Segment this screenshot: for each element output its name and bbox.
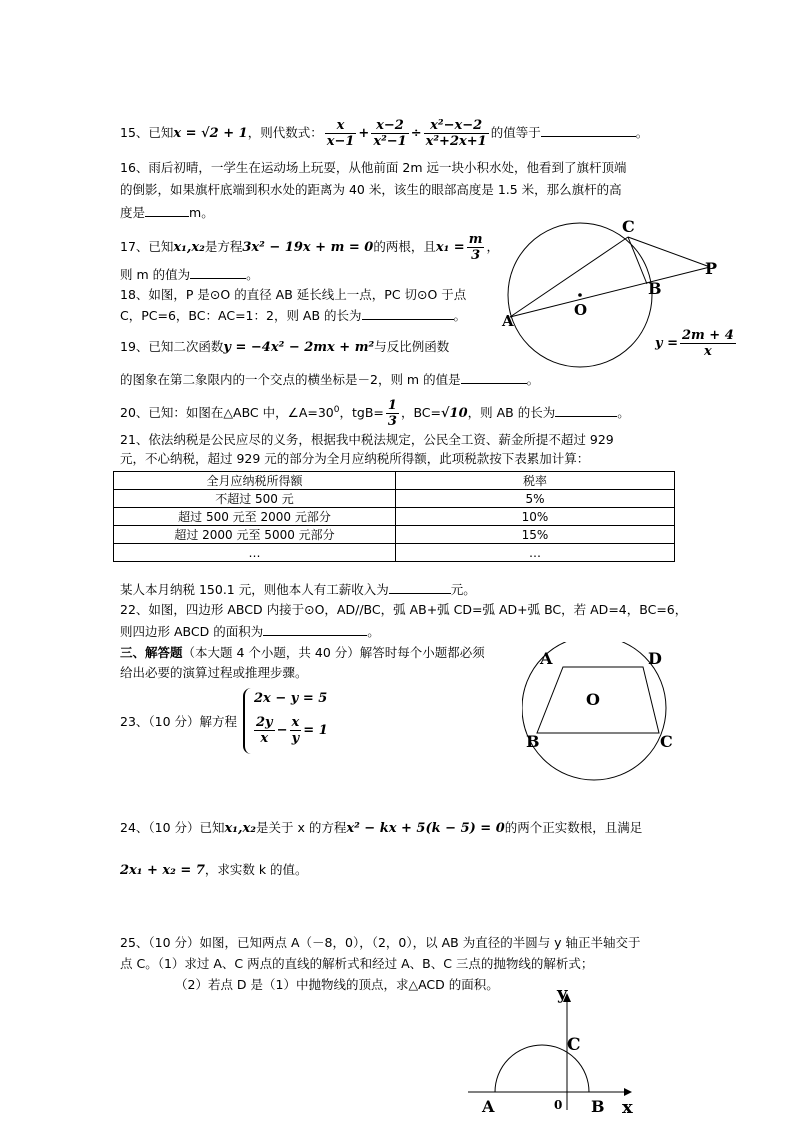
q18-answer-blank[interactable] — [362, 307, 454, 320]
q25-label-x: x — [622, 1097, 633, 1118]
q24-prefix: 24、（10 分）已知 — [120, 820, 225, 835]
q25-label-y: y — [557, 983, 568, 1004]
q17-mid2: 的两根，且 — [373, 239, 436, 254]
q24-line2 — [120, 862, 308, 879]
q25-label-b: B — [591, 1097, 605, 1116]
q15-suffix: 的值等于 — [490, 125, 541, 140]
table-cell: … — [396, 544, 675, 562]
q15-plus: + — [358, 126, 370, 141]
table-cell: 不超过 500 元 — [114, 490, 396, 508]
table-cell: 15% — [396, 526, 675, 544]
q16-line3-end: m。 — [189, 205, 214, 220]
q15-frac2: $\frac{x-2}{\text{x²−1}}$ — [373, 118, 407, 149]
q15-div: ÷ — [410, 126, 422, 141]
q19-prefix: 19、已知二次函数 — [120, 339, 224, 354]
q15-end: 。 — [635, 125, 649, 140]
q24-equation: x² − kx + 5(k − 5) = 0 — [346, 821, 505, 836]
table-header-income: 全月应纳税所得额 — [114, 472, 396, 490]
q24-mid: 是关于 x 的方程 — [255, 820, 347, 835]
q22-answer-blank[interactable] — [263, 623, 367, 636]
q19-line2-end: 。 — [526, 372, 540, 387]
section3-title: 三、解答题 — [120, 645, 183, 660]
table-cell: 超过 2000 元至 5000 元部分 — [114, 526, 396, 544]
q16-line3 — [120, 204, 214, 221]
q15-x-def: x = √2 + 1 — [173, 126, 248, 141]
q17-prefix: 17、已知 — [120, 239, 174, 254]
q24-roots: x₁,x₂ — [224, 821, 256, 836]
q16-line1: 16、雨后初晴，一学生在运动场上玩耍，从他前面 2m 远一块小积水处，他看到了旗杆顶端 — [120, 160, 627, 175]
q23-label: 23、（10 分）解方程 — [120, 714, 238, 729]
q15-mid: ，则代数式： — [247, 125, 323, 140]
q18-line2 — [120, 307, 466, 324]
q18-label-p: P — [705, 259, 718, 278]
q23-eq2 — [252, 715, 328, 746]
q20-bc: √10 — [441, 406, 468, 421]
table-cell: 5% — [396, 490, 675, 508]
q15-frac3: $\frac{\text{x²−x−2}}{\text{x²+2x+1}}$ — [425, 118, 487, 149]
table-header-rate: 税率 — [396, 472, 675, 490]
q21-line2: 元，不心纳税，超过 929 元的部分为全月应纳税所得额，此项税款按下表累加计算： — [120, 451, 590, 466]
q25-figure — [464, 980, 644, 1120]
q18-line-cb — [628, 237, 647, 284]
q21-answer-blank[interactable] — [389, 581, 451, 594]
q19-line2 — [120, 371, 539, 388]
q19-inv-lhs: y = — [655, 336, 678, 351]
x-axis-arrow — [624, 1088, 632, 1096]
q18-label-o: O — [574, 301, 588, 319]
q22-figure — [522, 642, 692, 784]
q22-label-b: B — [526, 732, 540, 751]
table-row — [114, 490, 675, 508]
q15-prefix: 15、已知 — [120, 125, 174, 140]
q18-label-b: B — [648, 279, 662, 298]
q18-center-dot — [578, 293, 582, 297]
section3-line2: 给出必要的演算过程或推理步骤。 — [120, 665, 308, 680]
q23-eq1 — [254, 690, 327, 707]
q20-line — [120, 398, 630, 429]
q22-line2-text: 则四边形 ABCD 的面积为 — [120, 624, 264, 639]
q18-line2-end: 。 — [453, 308, 467, 323]
table-row — [114, 526, 675, 544]
q25-label-origin: 0 — [554, 1098, 563, 1112]
q17-roots: x₁,x₂ — [173, 240, 205, 255]
table-cell: 超过 500 元至 2000 元部分 — [114, 508, 396, 526]
q16-line2: 的倒影，如果旗杆底端到积水处的距离为 40 米，该生的眼部高度是 1.5 米，那么旗杆的高 — [120, 182, 622, 197]
q16-answer-blank[interactable] — [145, 204, 189, 217]
table-row — [114, 544, 675, 562]
q20-mid: ，tgB= — [339, 405, 384, 420]
q20-frac: $\frac{1}{3}$ — [387, 398, 397, 429]
q19-inverse-function — [655, 328, 738, 359]
q23-eq2-rhs: = 1 — [303, 723, 328, 738]
q17-end: ， — [486, 239, 499, 254]
q17-mid: 是方程 — [204, 239, 243, 254]
q15-answer-blank[interactable] — [541, 124, 636, 137]
q18-line2-text: C，PC=6，BC：AC=1：2，则 AB 的长为 — [120, 308, 362, 323]
q19-answer-blank[interactable] — [461, 371, 527, 384]
q18-line-ac — [510, 237, 628, 317]
q21-after-end: 元。 — [450, 582, 476, 597]
q17-answer-blank[interactable] — [190, 266, 246, 279]
q18-line-cp — [628, 237, 710, 267]
q15-line — [120, 118, 648, 149]
q19-suffix: 与反比例函数 — [374, 339, 450, 354]
q18-line1: 18、如图，P 是⊙O 的直径 AB 延长线上一点，PC 切⊙O 于点 — [120, 287, 467, 302]
table-header-row — [114, 472, 675, 490]
q25-label-c: C — [567, 1035, 581, 1055]
q21-line1: 21、依法纳税是公民应尽的义务，根据我中税法规定，公民全工资、薪金所提不超过 929 — [120, 432, 614, 447]
q22-label-d: D — [648, 649, 662, 668]
q19-inv-frac: $\frac{2m + 4}{x}$ — [681, 328, 734, 359]
q24-suffix: 的两个正实数根，且满足 — [504, 820, 643, 835]
q18-label-a: A — [502, 312, 514, 330]
q22-line1: 22、如图，四边形 ABCD 内接于⊙O，AD//BC，弧 AB+弧 CD=弧 AD+弧 BC，若 AD=4，BC=6， — [120, 602, 688, 617]
q22-label-o: O — [586, 690, 600, 709]
q17-x1: x₁ = — [435, 240, 465, 255]
q25-line1: 25、（10 分）如图，已知两点 A（－8，0），（2，0），以 AB 为直径的半圆与 y 轴正半轴交于 — [120, 935, 641, 950]
q20-prefix: 20、已知：如图在△ABC 中，∠A=30 — [120, 405, 334, 420]
q22-label-c: C — [660, 732, 673, 751]
q19-line2-text: 的图象在第二象限内的一个交点的横坐标是－2，则 m 的值是 — [120, 372, 461, 387]
q22-line2 — [120, 623, 380, 640]
q21-after-text: 某人本月纳税 150.1 元，则他本人有工薪收入为 — [120, 582, 389, 597]
q20-mid2: ，BC= — [400, 405, 441, 420]
q19-line1 — [120, 339, 449, 356]
q20-suffix: ，则 AB 的长为 — [467, 405, 556, 420]
q24-cond-suffix: ，求实数 k 的值。 — [204, 862, 308, 877]
q17-line2-text: 则 m 的值为 — [120, 267, 191, 282]
q16-line3-text: 度是 — [120, 205, 146, 220]
q17-frac: $\frac{m}{3}$ — [468, 232, 483, 263]
q24-line1 — [120, 820, 642, 837]
q23-eq2-minus: − — [276, 723, 288, 738]
q25-line3: （2）若点 D 是（1）中抛物线的顶点，求△ACD 的面积。 — [175, 977, 499, 992]
q19-equation: y = −4x² − 2mx + m² — [223, 340, 375, 355]
table-cell: 10% — [396, 508, 675, 526]
q21-after — [120, 581, 476, 598]
q17-line2-end: 。 — [246, 267, 259, 282]
q20-answer-blank[interactable] — [555, 404, 617, 417]
table-row — [114, 508, 675, 526]
q17-line1 — [120, 232, 499, 263]
section3-line1-rest: （本大题 4 个小题，共 40 分）解答时每个小题都必须 — [182, 645, 485, 660]
q20-end: 。 — [617, 405, 630, 420]
q22-line2-end: 。 — [367, 624, 380, 639]
q23-eq2-frac1: $\frac{2y}{x}$ — [256, 715, 273, 746]
q18-line-ap — [510, 267, 710, 317]
q23-eq2-frac2: $\frac{x}{y}$ — [291, 715, 300, 746]
q25-line2: 点 C。（1）求过 A、C 两点的直线的解析式和经过 A、B、C 三点的抛物线的解析式； — [120, 956, 594, 971]
q15-frac1: $\frac{x}{x-1}$ — [326, 118, 355, 149]
q17-equation: 3x² − 19x + m = 0 — [242, 240, 374, 255]
q20-degree: 0 — [333, 404, 340, 415]
q23-eq1-text: 2x − y = 5 — [254, 691, 328, 706]
table-cell: … — [114, 544, 396, 562]
tax-rate-table — [113, 471, 675, 562]
q17-line2 — [120, 266, 259, 283]
q25-label-a: A — [482, 1097, 495, 1116]
q24-condition: 2x₁ + x₂ = 7 — [120, 863, 205, 878]
section3-line1 — [120, 645, 485, 661]
q18-label-c: C — [622, 217, 635, 236]
q22-label-a: A — [540, 649, 553, 668]
